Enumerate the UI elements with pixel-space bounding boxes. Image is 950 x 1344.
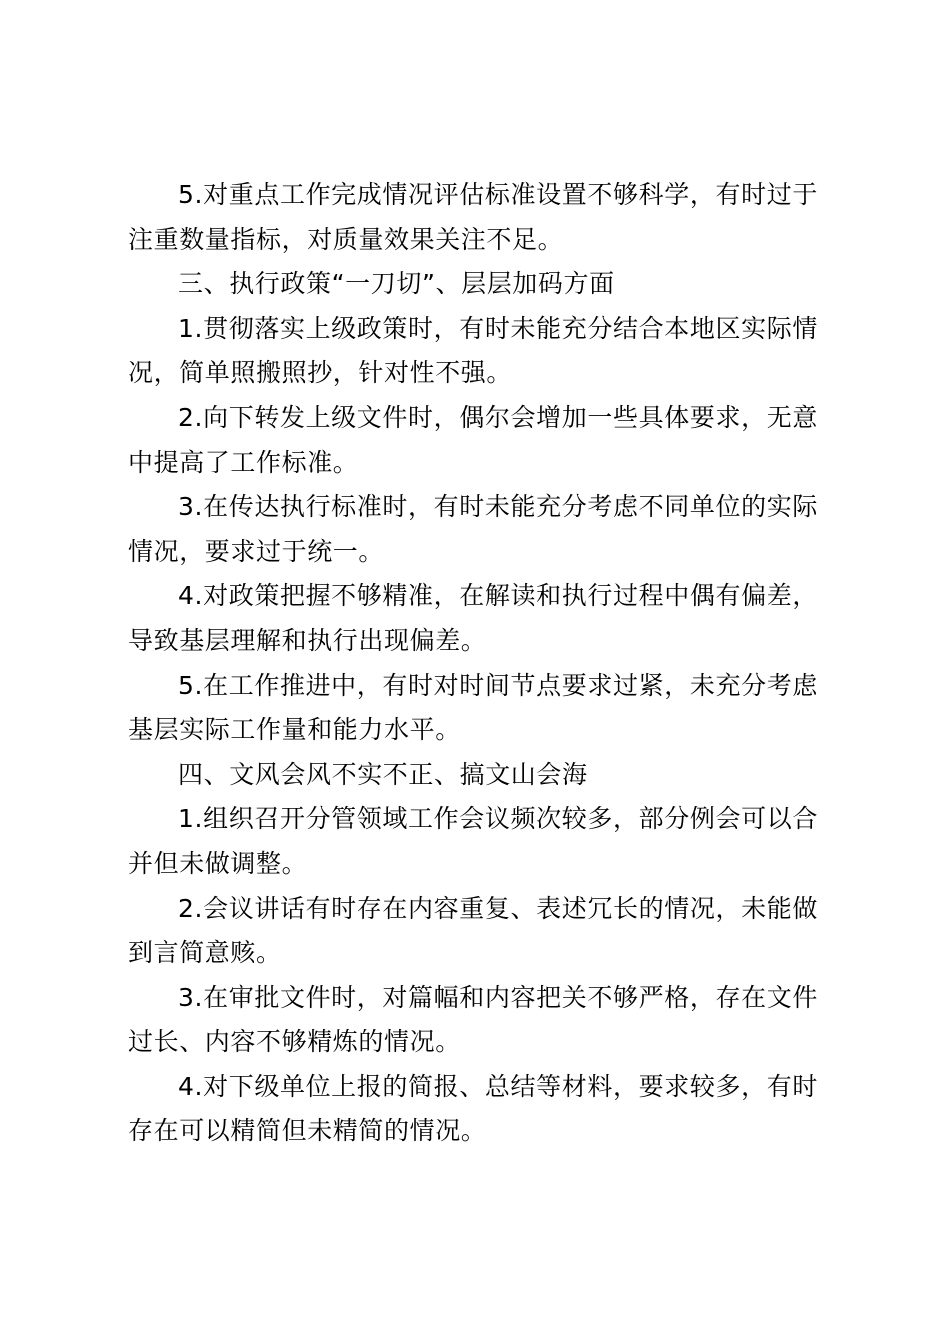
paragraph-item-5-deadlines: 5.在工作推进中，有时对时间节点要求过紧，未充分考虑基层实际工作量和能力水平。 [128,670,818,745]
paragraph-item-2-forwarding: 2.向下转发上级文件时，偶尔会增加一些具体要求，无意中提高了工作标准。 [128,402,818,477]
paragraph-item-1-policy: 1.贯彻落实上级政策时，有时未能充分结合本地区实际情况，简单照搬照抄，针对性不强。 [128,313,818,388]
paragraph-item-4-interpretation: 4.对政策把握不够精准，在解读和执行过程中偶有偏差，导致基层理解和执行出现偏差。 [128,581,818,655]
paragraph-item-5-evaluation: 5.对重点工作完成情况评估标准设置不够科学，有时过于注重数量指标，对质量效果关注不足。 [128,180,818,254]
paragraph-item-3-documents: 3.在审批文件时，对篇幅和内容把关不够严格，存在文件过长、内容不够精炼的情况。 [128,982,818,1057]
paragraph-item-2-speeches: 2.会议讲话有时存在内容重复、表述冗长的情况，未能做到言简意赅。 [128,893,818,968]
paragraph-item-1-meetings: 1.组织召开分管领域工作会议频次较多，部分例会可以合并但未做调整。 [128,804,818,878]
section-heading-three: 三、执行政策“一刀切”、层层加码方面 [178,269,615,299]
paragraph-item-3-standards: 3.在传达执行标准时，有时未能充分考虑不同单位的实际情况，要求过于统一。 [128,492,818,566]
paragraph-item-4-reports: 4.对下级单位上报的简报、总结等材料，要求较多，有时存在可以精简但未精简的情况。 [128,1071,818,1146]
document-body [128,173,818,1154]
section-heading-four: 四、文风会风不实不正、搞文山会海 [178,759,588,789]
